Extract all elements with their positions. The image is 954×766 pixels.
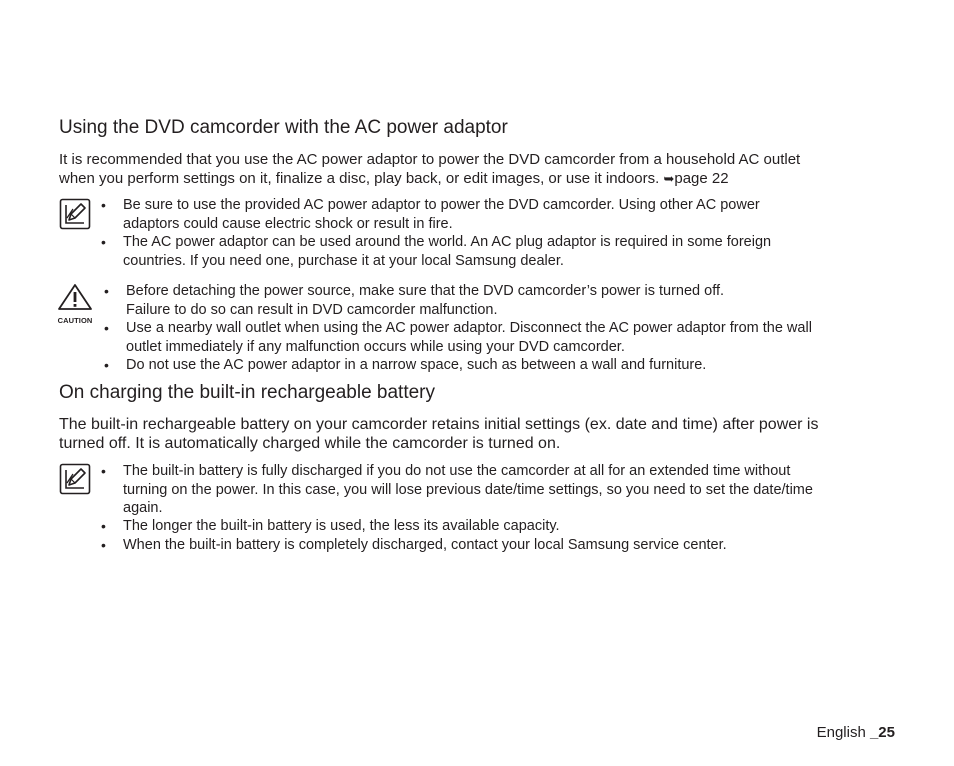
caution-block — [57, 283, 93, 325]
note-line: adaptors could cause electric shock or result in fire. — [123, 215, 453, 232]
note-line: The built-in battery is fully discharged if you do not use the camcorder at all for an extended time without — [123, 463, 791, 479]
bullet-icon: • — [101, 197, 106, 213]
note-line: again. — [123, 500, 163, 516]
section2-paragraph — [59, 415, 919, 453]
bullet-icon: • — [104, 283, 109, 299]
note-line: The AC power adaptor can be used around the world. An AC plug adaptor is required in some foreign — [123, 234, 772, 250]
note-line: The longer the built-in battery is used, the less its available capacity. — [123, 518, 560, 534]
note-line: When the built-in battery is completely discharged, contact your local Samsung service center. — [123, 537, 727, 553]
note-icon — [59, 198, 91, 230]
page-number: _25 — [869, 724, 895, 741]
caution-label: CAUTION — [57, 316, 93, 325]
caution-triangle-icon — [57, 283, 93, 311]
arrow-right-icon: ➥ — [663, 171, 675, 186]
caution-line: Do not use the AC power adaptor in a narrow space, such as between a wall and furniture. — [126, 357, 707, 373]
section1-heading: Using the DVD camcorder with the AC power adaptor — [59, 117, 508, 138]
bullet-icon: • — [104, 320, 109, 336]
caution-line: Failure to do so can result in DVD camcorder malfunction. — [126, 301, 498, 318]
bullet-icon: • — [101, 518, 106, 534]
note-line: countries. If you need one, purchase it at your local Samsung dealer. — [123, 252, 564, 269]
caution-line: Use a nearby wall outlet when using the AC power adaptor. Disconnect the AC power adaptor from the wall — [126, 320, 812, 336]
section2-paragraph-line1: The built-in rechargeable battery on your camcorder retains initial settings (ex. date and time) after power is — [59, 416, 819, 433]
section1-paragraph-line2-row — [59, 169, 919, 188]
footer-language: English — [816, 724, 866, 741]
bullet-icon: • — [101, 463, 106, 479]
note-line: turning on the power. In this case, you will lose previous date/time settings, so you need to set the date/time — [123, 481, 813, 498]
section1-paragraph-line1: It is recommended that you use the AC power adaptor to power the DVD camcorder from a household AC outlet — [59, 151, 801, 168]
page-reference[interactable]: page 22 — [674, 170, 729, 187]
bullet-icon: • — [101, 537, 106, 553]
page-footer — [817, 724, 895, 741]
section2-paragraph-line2: turned off. It is automatically charged while the camcorder is turned on. — [59, 435, 561, 452]
section1-paragraph — [59, 150, 919, 188]
note-line: Be sure to use the provided AC power adaptor to power the DVD camcorder. Using other AC power — [123, 197, 760, 213]
note-icon — [59, 463, 91, 495]
bullet-icon: • — [104, 357, 109, 373]
section1-paragraph-line2: when you perform settings on it, finalize a disc, play back, or edit images, or use it indoors. — [59, 170, 660, 187]
section2-heading: On charging the built-in rechargeable battery — [59, 382, 436, 403]
bullet-icon: • — [101, 234, 106, 250]
caution-line: outlet immediately if any malfunction occurs while using your DVD camcorder. — [126, 338, 625, 355]
caution-line: Before detaching the power source, make sure that the DVD camcorder’s power is turned off. — [126, 283, 725, 299]
